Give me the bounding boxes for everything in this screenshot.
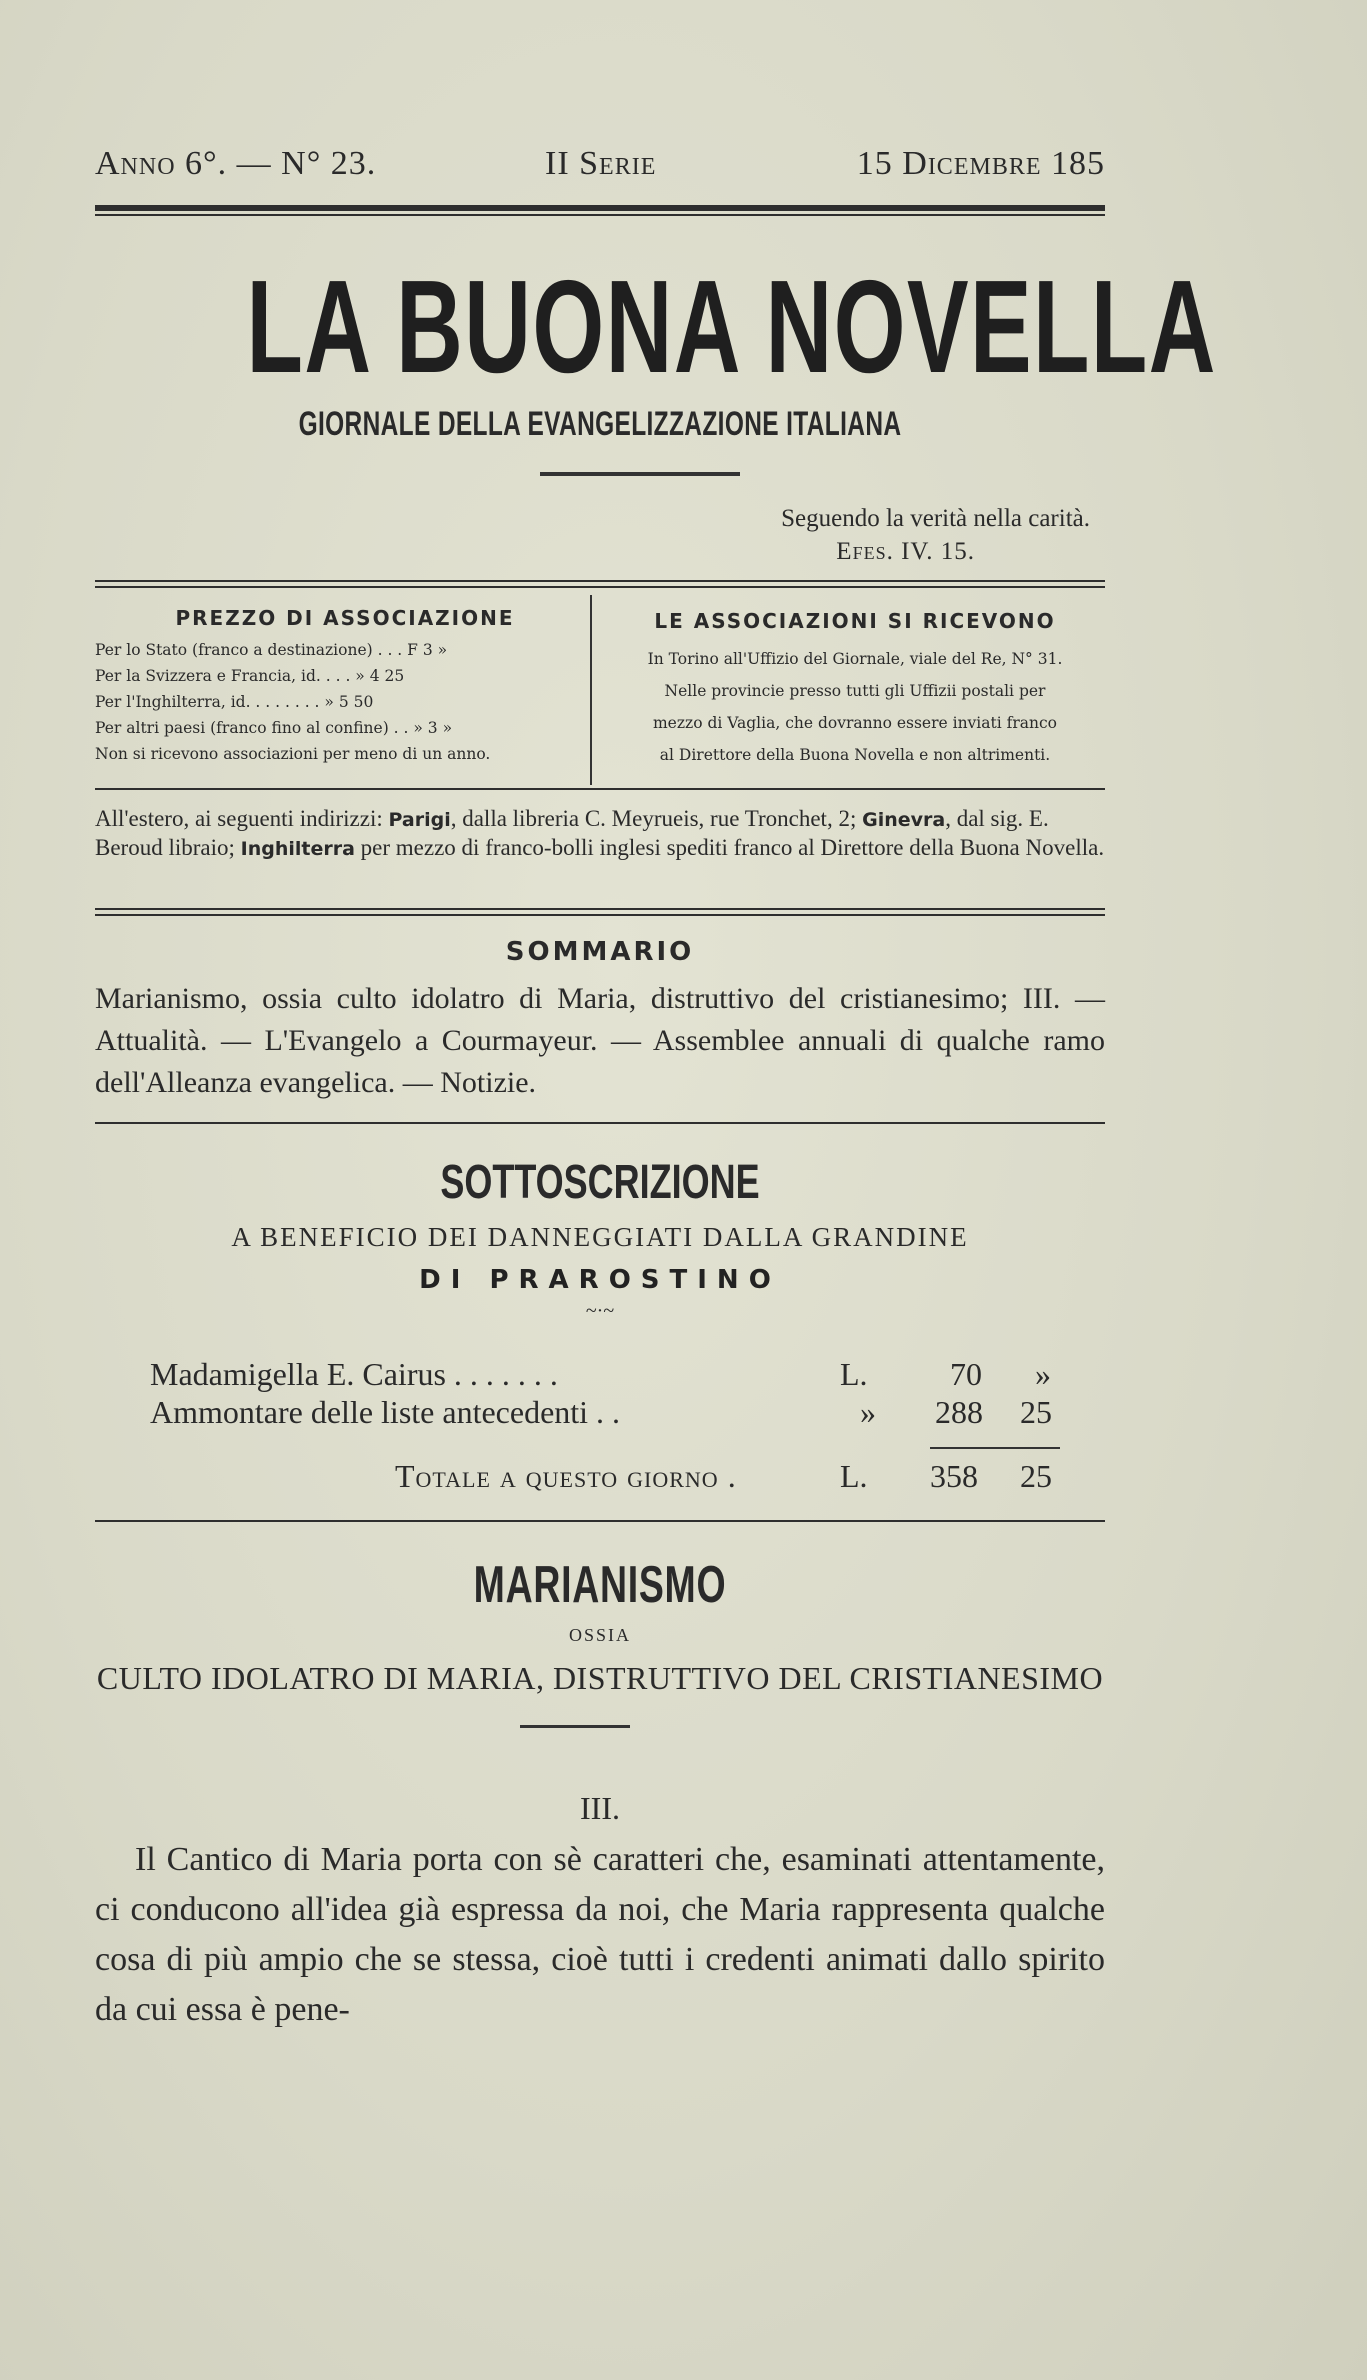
estero-parigi-text: , dalla libreria C. Meyrueis, rue Tronchet, 2; (450, 806, 857, 831)
masthead-rule (540, 472, 740, 476)
donation-currency: L. (840, 1356, 868, 1392)
estero-parigi: Parigi (388, 809, 451, 831)
sommario-rule-2 (95, 914, 1105, 916)
assoc-rule-top2 (95, 586, 1105, 588)
donation-currency: » (860, 1394, 876, 1430)
estero-ginevra: Ginevra (862, 809, 946, 831)
sottoscrizione-subtitle: A BENEFICIO DEI DANNEGGIATI DALLA GRANDINE (231, 1222, 969, 1252)
donation-row (95, 1355, 1105, 1393)
total-lire: 358 (930, 1458, 978, 1494)
sommario-rule-bottom (95, 1122, 1105, 1124)
price-note: Non si ricevono associazioni per meno di un anno. (95, 745, 491, 763)
article-title: MARIANISMO (473, 1556, 727, 1614)
price-row: Per l'Inghilterra, id. . . . . . . . » 5 50 (95, 693, 374, 711)
masthead-subtitle: GIORNALE DELLA EVANGELIZZAZIONE ITALIANA (298, 405, 902, 443)
sottoscrizione-place: DI PRAROSTINO (419, 1265, 781, 1295)
header-rule-thin (95, 214, 1105, 216)
sommario-title: SOMMARIO (505, 937, 695, 967)
issue-header (95, 145, 1105, 195)
price-row: Per lo Stato (franco a destinazione) . . . F 3 » (95, 641, 448, 659)
donation-lire: 288 (935, 1394, 983, 1430)
price-column (95, 595, 595, 767)
article-rule-top (95, 1520, 1105, 1522)
motto-line: Seguendo la verità nella carità. (781, 505, 1090, 532)
estero-inghilterra-text: per mezzo di franco-bolli inglesi spediti franco al Direttore della Buona Novella. (360, 835, 1105, 860)
assoc-rule-top1 (95, 580, 1105, 582)
subscription-block (95, 595, 1105, 785)
total-currency: L. (840, 1458, 868, 1494)
masthead-title: LA BUONA NOVELLA (246, 253, 1217, 400)
article-ossia: OSSIA (568, 1625, 631, 1645)
column-divider (590, 595, 592, 785)
donation-label: Ammontare delle liste antecedenti . . (150, 1394, 621, 1430)
article-section-number: III. (580, 1790, 620, 1826)
sommario-text: Marianismo, ossia culto idolatro di Maria, distruttivo del cristianesimo; III. — Attualità. — L'Evangelo a Courmayeur. — Assemblee annuali di qualche ramo dell'Alleanza evangelica. — Notizie. (95, 982, 1105, 1099)
subscription-row: Nelle provincie presso tutti gli Uffizii postali per (664, 682, 1046, 700)
ornament: ~·~ (585, 1300, 615, 1322)
series-label: II Serie (545, 145, 657, 182)
subscription-row: al Direttore della Buona Novella e non altrimenti. (659, 746, 1051, 764)
motto (660, 502, 1090, 568)
issue-date: 15 Dicembre 185 (856, 145, 1105, 182)
sommario-rule-1 (95, 908, 1105, 910)
total-cents: 25 (1020, 1458, 1052, 1494)
article-subtitle: CULTO IDOLATRO DI MARIA, DISTRUTTIVO DEL CRISTIANESIMO (96, 1660, 1104, 1696)
donation-label: Madamigella E. Cairus . . . . . . . (150, 1356, 558, 1392)
article-body: Il Cantico di Maria porta con sè caratteri che, esaminati attentamente, ci conducono all'idea già espressa da noi, che Maria rappresenta qualche cosa di più ampio che se stessa, cioè tutti i credenti animati dallo spirito da cui essa è pene- (95, 1841, 1105, 2028)
foreign-subscriptions (95, 805, 1105, 863)
donation-list (95, 1355, 1105, 1431)
price-row: Per la Svizzera e Francia, id. . . . » 4 25 (95, 667, 405, 685)
donation-cents: » (1035, 1356, 1051, 1392)
price-row: Per altri paesi (franco fino al confine) . . » 3 » (95, 719, 453, 737)
subscription-row: mezzo di Vaglia, che dovranno essere inviati franco (652, 714, 1057, 732)
article-rule (520, 1725, 630, 1728)
motto-citation: Efes. IV. 15. (836, 538, 975, 565)
donation-cents: 25 (1020, 1394, 1052, 1430)
price-heading: PREZZO DI ASSOCIAZIONE (175, 606, 515, 630)
total-row (95, 1458, 1105, 1498)
estero-prefix: All'estero, ai seguenti indirizzi: (95, 806, 383, 831)
donation-row (95, 1393, 1105, 1431)
estero-ginevra-text: , dal sig. E. Beroud libraio; (95, 806, 1049, 860)
donation-lire: 70 (950, 1356, 982, 1392)
header-rule-thick (95, 205, 1105, 211)
assoc-rule-bottom (95, 788, 1105, 790)
subscription-row: In Torino all'Uffizio del Giornale, viale del Re, N° 31. (647, 650, 1063, 668)
subscription-column (605, 595, 1105, 771)
issue-number: Anno 6°. — N° 23. (95, 145, 377, 182)
sottoscrizione-title: SOTTOSCRIZIONE (440, 1156, 760, 1209)
sum-rule (930, 1447, 1060, 1449)
estero-inghilterra: Inghilterra (240, 838, 355, 860)
total-label: Totale a questo giorno . (395, 1458, 737, 1494)
subscription-heading: LE ASSOCIAZIONI SI RICEVONO (654, 609, 1056, 633)
